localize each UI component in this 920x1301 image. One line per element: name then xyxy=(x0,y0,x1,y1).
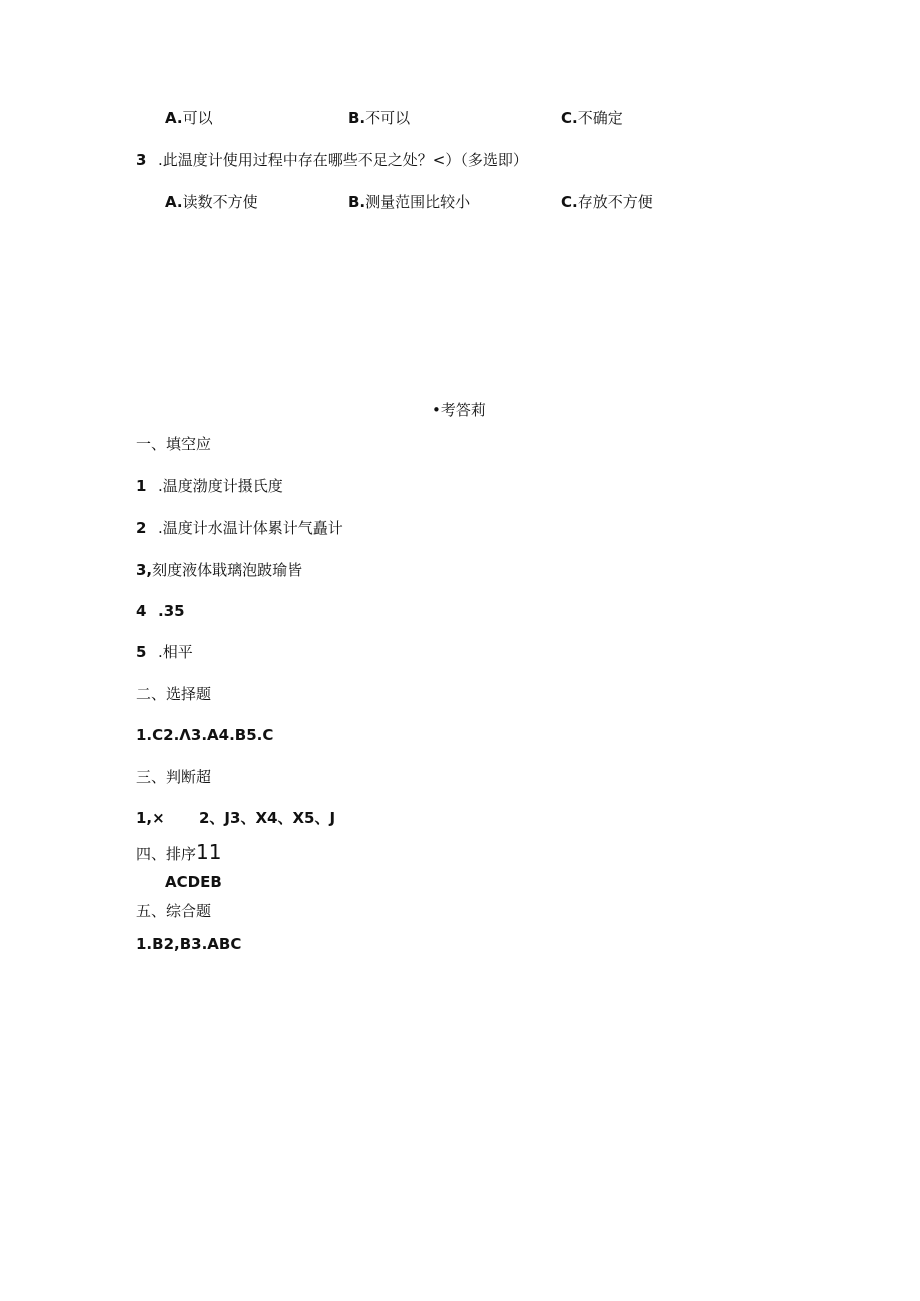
section-heading: 三、判断超 xyxy=(136,768,212,786)
section-heading xyxy=(136,842,221,864)
option-text: 测量范围比较小 xyxy=(365,193,471,211)
section-answer: 1.B2,B3.ABC xyxy=(136,935,242,953)
answer-item xyxy=(136,601,185,621)
answer-key-title: •考答莉 xyxy=(432,401,486,419)
heading-suffix: 11 xyxy=(196,840,222,864)
question-number: 3 xyxy=(136,151,147,169)
item-number: 3, xyxy=(136,561,153,579)
option-text: 不可以 xyxy=(365,109,411,127)
q3-option-c xyxy=(561,192,653,212)
section-answer-part1: 1,× xyxy=(136,809,165,827)
item-text: 刻度液体戢璃泡跛瑜皆 xyxy=(152,561,303,579)
item-number: 4 xyxy=(136,602,147,620)
item-number: 1 xyxy=(136,477,147,495)
section-heading: 五、综合题 xyxy=(136,902,212,920)
option-label: B. xyxy=(348,109,366,127)
option-label: A. xyxy=(165,193,183,211)
q3-option-a xyxy=(165,192,258,212)
section-answer: 1.C2.Λ3.A4.B5.C xyxy=(136,726,274,744)
q2-option-a xyxy=(165,108,213,128)
option-label: C. xyxy=(561,109,578,127)
item-text: .35 xyxy=(158,602,185,620)
option-label: A. xyxy=(165,109,183,127)
option-label: B. xyxy=(348,193,366,211)
answer-item xyxy=(136,518,343,538)
option-label: C. xyxy=(561,193,578,211)
option-text: 可以 xyxy=(182,109,213,127)
section-answer-part2: 2、J3、X4、X5、J xyxy=(199,809,336,827)
q3-question xyxy=(136,150,528,170)
option-text: 读数不方使 xyxy=(182,193,258,211)
q2-option-b xyxy=(348,108,410,128)
answer-item xyxy=(136,476,283,496)
heading-text: 四、排序 xyxy=(136,845,197,863)
question-text: .此温度计使用过程中存在哪些不足之处？<）（多选即） xyxy=(158,151,528,169)
answer-item xyxy=(136,560,302,580)
item-text: .相平 xyxy=(158,643,193,661)
option-text: 不确定 xyxy=(577,109,623,127)
option-text: 存放不方便 xyxy=(577,193,653,211)
item-text: .温度计水温计体累计气矗计 xyxy=(158,519,343,537)
section-heading: 一、填空应 xyxy=(136,435,212,453)
item-number: 5 xyxy=(136,643,147,661)
item-number: 2 xyxy=(136,519,147,537)
section-answer: ACDEB xyxy=(165,873,222,891)
section-heading: 二、选择题 xyxy=(136,685,212,703)
q2-option-c xyxy=(561,108,623,128)
item-text: .温度渤度计摄氏度 xyxy=(158,477,283,495)
q3-option-b xyxy=(348,192,470,212)
answer-item xyxy=(136,642,193,662)
